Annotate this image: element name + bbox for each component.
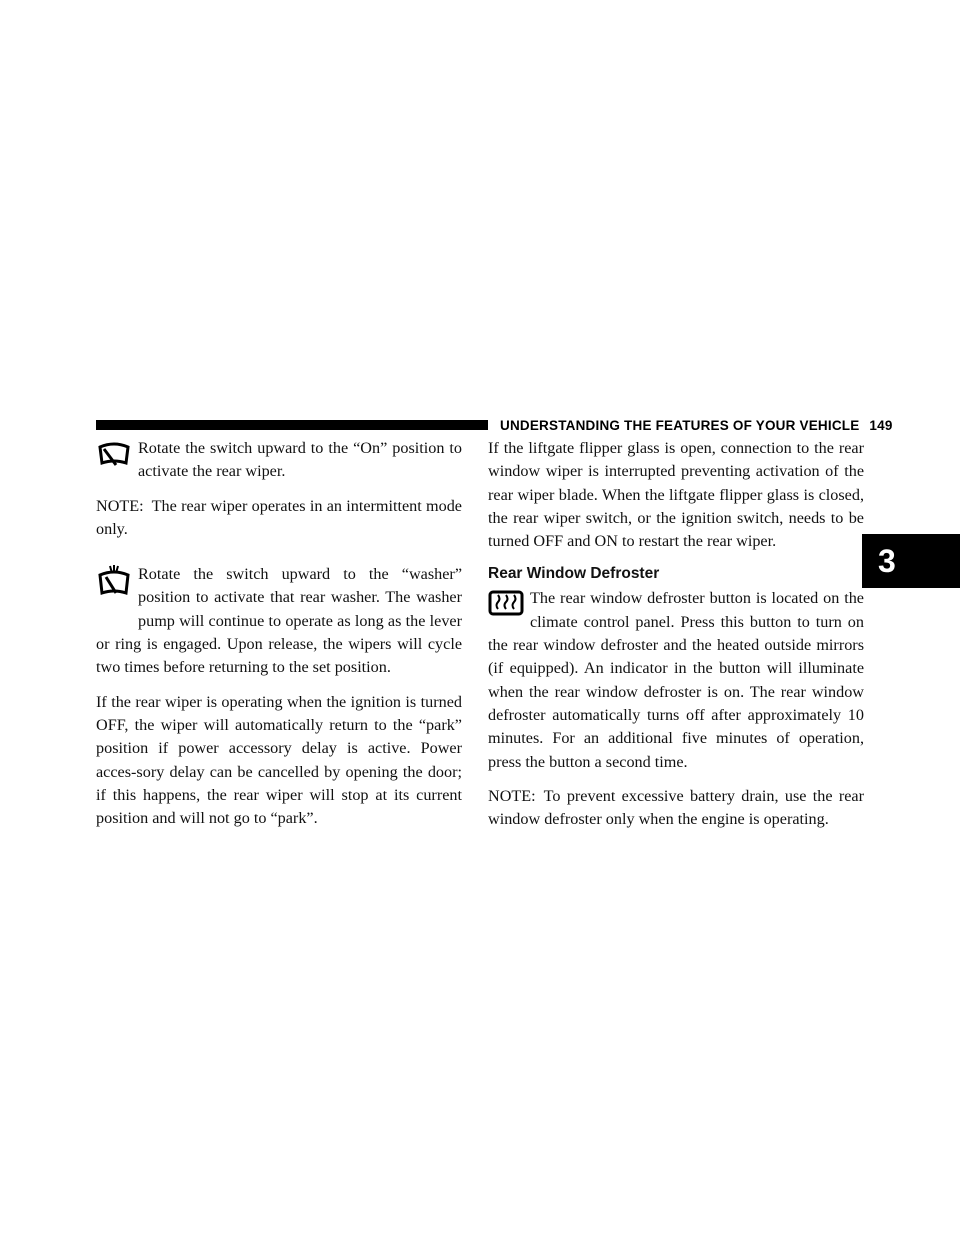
rear-defrost-icon [488,590,524,614]
section-title: UNDERSTANDING THE FEATURES OF YOUR VEHICLE [500,418,860,433]
note-label: NOTE: [96,496,144,515]
rear-washer-paragraph: Rotate the switch upward to the “washer” position to activate that rear washer. The washer pump will continue to operate as long as the lever or ring is engaged. Upon release, the wipers will cycle two times before returning to the set position. [96,565,463,677]
rear-wiper-icon [96,439,132,479]
section-heading-rear-defroster: Rear Window Defroster [488,565,660,583]
defroster-paragraph: The rear window defroster button is located on the climate control panel. Press this button to turn on the rear window defroster and the heated outside mirrors (if equipped). An indicator in the button will illuminate when the rear window defroster is on. The rear window defroster automatically turns off after approximately 10 minutes. For an additional five minutes of operation, press the button a second time. [488,589,864,771]
running-header [500,418,893,433]
header-rule [96,420,488,430]
rear-washer-icon [96,565,132,629]
left-column [96,437,462,841]
chapter-number: 3 [878,542,896,579]
note-label: NOTE: [488,786,536,805]
page-number: 149 [869,418,893,433]
rear-wiper-paragraph: Rotate the switch upward to the “On” position to activate the rear wiper. [96,437,462,484]
right-column [488,437,864,842]
chapter-tab [862,534,960,588]
note-intermittent: NOTE: The rear wiper operates in an intermittent mode only. [96,496,462,538]
note-battery-drain: NOTE: To prevent excessive battery drain, use the rear window defroster only when the engine is operating. [488,786,864,829]
ignition-off-paragraph: If the rear wiper is operating when the ignition is turned OFF, the wiper will automatically return to the “park” position if power accessory delay is active. Power acces-sory delay can be cancelled by opening the door; if this happens, the rear wiper will stop at its current position and will not go to “park”. [96,692,462,828]
liftgate-paragraph: If the liftgate flipper glass is open, connection to the rear window wiper is interrupted preventing activation of the rear wiper blade. When the liftgate flipper glass is closed, the rear wiper switch, or the ignition switch, needs to be turned OFF and ON to restart the rear wiper. [488,439,864,551]
